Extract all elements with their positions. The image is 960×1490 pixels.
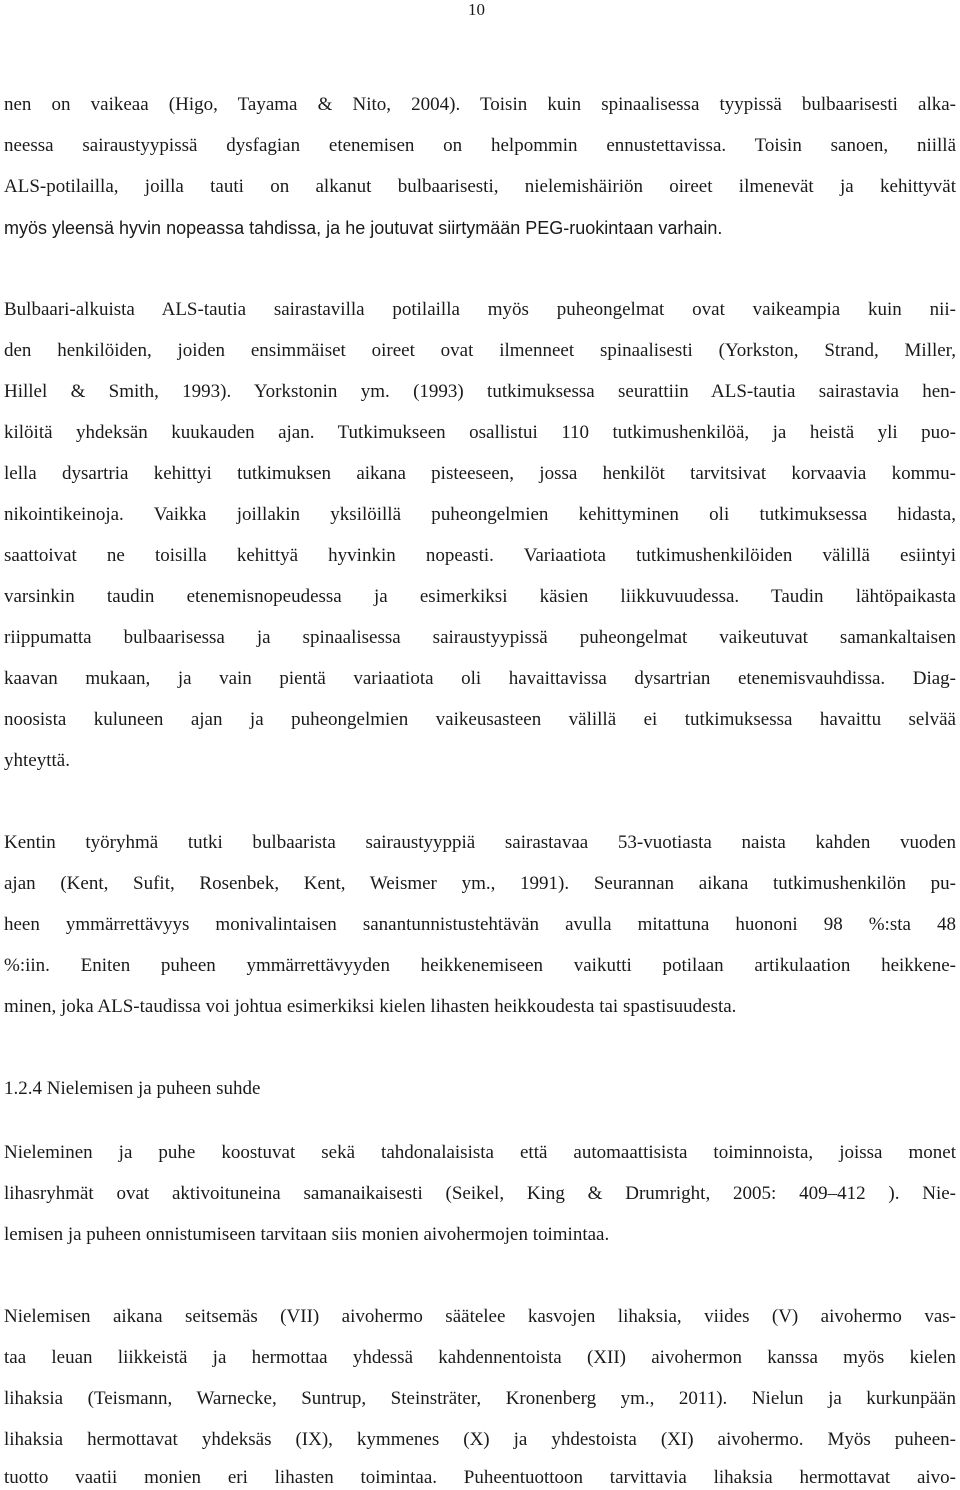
text-line: nikointikeinoja. Vaikka joillakin yksilöillä puheongelmien kehittyminen oli tutkimuksessa hidasta, (4, 504, 956, 525)
text-line: lihaksia (Teismann, Warnecke, Suntrup, Steinsträter, Kronenberg ym., 2011). Nielun ja kurkunpään (4, 1388, 956, 1409)
text-line: heen ymmärrettävyys monivalintaisen sanantunnistustehtävän avulla mitattuna huononi 98 %:sta 48 (4, 914, 956, 935)
text-line: riippumatta bulbaarisessa ja spinaalisessa sairaustyypissä puheongelmat vaikeutuvat samankaltaisen (4, 627, 956, 648)
text-line: minen, joka ALS-taudissa voi johtua esimerkiksi kielen lihasten heikkoudesta tai spastisuudesta. (4, 996, 737, 1017)
section-heading: 1.2.4 Nielemisen ja puheen suhde (4, 1078, 261, 1099)
text-line: Bulbaari-alkuista ALS-tautia sairastavilla potilailla myös puheongelmat ovat vaikeampia kuin nii- (4, 299, 956, 320)
page-number: 10 (468, 0, 485, 19)
text-line: tuotto vaatii monien eri lihasten toimintaa. Puheentuottoon tarvittavia lihaksia hermottavat aivo- (4, 1467, 956, 1488)
text-line: kaavan mukaan, ja vain pientä variaatiota oli havaittavissa dysartrian etenemisvauhdissa. Diag- (4, 668, 956, 689)
text-line: yhteyttä. (4, 750, 70, 771)
text-line: den henkilöiden, joiden ensimmäiset oireet ovat ilmenneet spinaalisesti (Yorkston, Strand, Miller, (4, 340, 956, 361)
text-line: %:iin. Eniten puheen ymmärrettävyyden heikkenemiseen vaikutti potilaan artikulaation heikkene- (4, 955, 956, 976)
text-line: kilöitä yhdeksän kuukauden ajan. Tutkimukseen osallistui 110 tutkimushenkilöä, ja heistä yli puo- (4, 422, 956, 443)
text-line: neessa sairaustyypissä dysfagian etenemisen on helpommin ennustettavissa. Toisin sanoen, niillä (4, 135, 956, 156)
text-line: ALS-potilailla, joilla tauti on alkanut bulbaarisesti, nielemishäiriön oireet ilmenevät ja kehittyvät (4, 176, 956, 197)
text-line: lemisen ja puheen onnistumiseen tarvitaan siis monien aivohermojen toimintaa. (4, 1224, 610, 1245)
text-line: ajan (Kent, Sufit, Rosenbek, Kent, Weismer ym., 1991). Seurannan aikana tutkimushenkilön pu- (4, 873, 956, 894)
text-line: lihasryhmät ovat aktivoituneina samanaikaisesti (Seikel, King & Drumright, 2005: 409–412 ). Nie- (4, 1183, 956, 1204)
text-line: saattoivat ne toisilla kehittyä hyvinkin nopeasti. Variaatiota tutkimushenkilöiden välillä esiintyi (4, 545, 956, 566)
text-line: Nieleminen ja puhe koostuvat sekä tahdonalaisista että automaattisista toiminnoista, joissa monet (4, 1142, 956, 1163)
text-line: myös yleensä hyvin nopeassa tahdissa, ja he joutuvat siirtymään PEG-ruokintaan varhain. (4, 218, 723, 238)
text-line: Hillel & Smith, 1993). Yorkstonin ym. (1993) tutkimuksessa seurattiin ALS-tautia sairastavia hen- (4, 381, 956, 402)
text-line: Nielemisen aikana seitsemäs (VII) aivohermo säätelee kasvojen lihaksia, viides (V) aivohermo vas- (4, 1306, 956, 1327)
text-line: varsinkin taudin etenemisnopeudessa ja esimerkiksi käsien liikkuvuudessa. Taudin lähtöpaikasta (4, 586, 956, 607)
text-line: Kentin työryhmä tutki bulbaarista sairaustyyppiä sairastavaa 53-vuotiasta naista kahden vuoden (4, 832, 956, 853)
text-line: lihaksia hermottavat yhdeksäs (IX), kymmenes (X) ja yhdestoista (XI) aivohermo. Myös puheen- (4, 1429, 956, 1450)
text-line: taa leuan liikkeistä ja hermottaa yhdessä kahdennentoista (XII) aivohermon kanssa myös kielen (4, 1347, 956, 1368)
text-line: lella dysartria kehittyi tutkimuksen aikana pisteeseen, jossa henkilöt tarvitsivat korvaavia kommu- (4, 463, 956, 484)
text-line: nen on vaikeaa (Higo, Tayama & Nito, 2004). Toisin kuin spinaalisessa tyypissä bulbaarisesti alka- (4, 94, 956, 115)
text-line: noosista kuluneen ajan ja puheongelmien vaikeusasteen välillä ei tutkimuksessa havaittu selvää (4, 709, 956, 730)
